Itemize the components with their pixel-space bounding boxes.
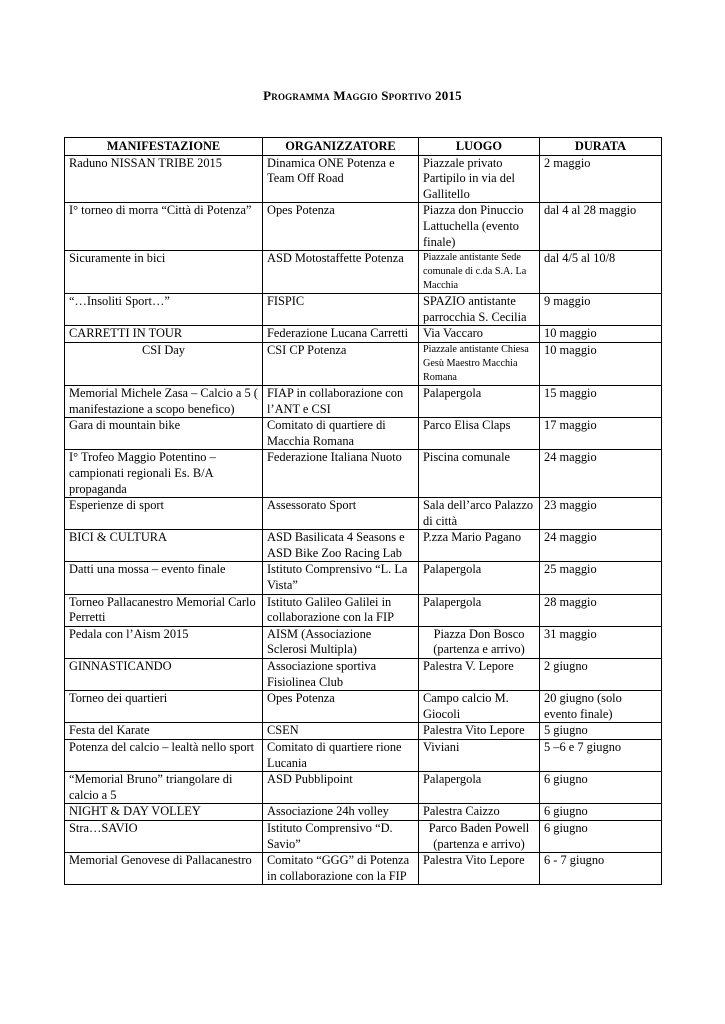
event-cell: Raduno NISSAN TRIBE 2015 <box>65 155 263 203</box>
event-cell: Esperienze di sport <box>65 498 263 530</box>
document-title: Programma Maggio Sportivo 2015 <box>263 88 462 103</box>
header-luogo: LUOGO <box>419 138 540 156</box>
table-row <box>65 203 662 251</box>
organizer-cell: CSEN <box>263 723 419 740</box>
duration-cell: 24 maggio <box>540 450 662 498</box>
event-cell: “Memorial Bruno” triangolare di calcio a 5 <box>65 772 263 804</box>
place-cell: Piazza Don Bosco (partenza e arrivo) <box>419 626 540 658</box>
table-row <box>65 723 662 740</box>
table-row <box>65 772 662 804</box>
table-row <box>65 342 662 385</box>
place-cell: Palapergola <box>419 772 540 804</box>
event-cell: Gara di mountain bike <box>65 418 263 450</box>
duration-cell: 23 maggio <box>540 498 662 530</box>
event-cell: “…Insoliti Sport…” <box>65 294 263 326</box>
place-cell: Palestra Vito Lepore <box>419 853 540 885</box>
duration-cell: 15 maggio <box>540 385 662 417</box>
duration-cell: 10 maggio <box>540 342 662 385</box>
organizer-cell: AISM (Associazione Sclerosi Multipla) <box>263 626 419 658</box>
table-row <box>65 820 662 852</box>
table-row <box>65 385 662 417</box>
duration-cell: 6 giugno <box>540 820 662 852</box>
organizer-cell: Comitato di quartiere rione Lucania <box>263 740 419 772</box>
organizer-cell: Comitato di quartiere di Macchia Romana <box>263 418 419 450</box>
place-cell: Piazzale privato Partipilo in via del Gallitello <box>419 155 540 203</box>
place-cell: Palestra V. Lepore <box>419 659 540 691</box>
duration-cell: dal 4/5 al 10/8 <box>540 251 662 294</box>
event-cell: GINNASTICANDO <box>65 659 263 691</box>
organizer-cell: ASD Pubblipoint <box>263 772 419 804</box>
place-cell: Parco Baden Powell (partenza e arrivo) <box>419 820 540 852</box>
event-cell: Stra…SAVIO <box>65 820 263 852</box>
organizer-cell: Assessorato Sport <box>263 498 419 530</box>
place-cell: SPAZIO antistante parrocchia S. Cecilia <box>419 294 540 326</box>
organizer-cell: Associazione sportiva Fisiolinea Club <box>263 659 419 691</box>
place-cell: Piazzale antistante Chiesa Gesù Maestro Macchia Romana <box>419 342 540 385</box>
table-row <box>65 418 662 450</box>
table-row <box>65 498 662 530</box>
organizer-cell: ASD Motostaffette Potenza <box>263 251 419 294</box>
organizer-cell: Federazione Lucana Carretti <box>263 326 419 343</box>
duration-cell: 6 giugno <box>540 804 662 821</box>
table-row <box>65 326 662 343</box>
place-cell: Campo calcio M. Giocoli <box>419 691 540 723</box>
event-cell: CSI Day <box>65 342 263 385</box>
duration-cell: 6 - 7 giugno <box>540 853 662 885</box>
table-row <box>65 594 662 626</box>
place-cell: Piazzale antistante Sede comunale di c.da S.A. La Macchia <box>419 251 540 294</box>
table-row <box>65 853 662 885</box>
header-organizzatore: ORGANIZZATORE <box>263 138 419 156</box>
place-cell: Piazza don Pinuccio Lattuchella (evento finale) <box>419 203 540 251</box>
event-cell: Memorial Michele Zasa – Calcio a 5 ( manifestazione a scopo benefico) <box>65 385 263 417</box>
duration-cell: 10 maggio <box>540 326 662 343</box>
place-cell: Piscina comunale <box>419 450 540 498</box>
table-row <box>65 740 662 772</box>
table-row <box>65 626 662 658</box>
place-cell: Sala dell’arco Palazzo di città <box>419 498 540 530</box>
table-row <box>65 804 662 821</box>
duration-cell: 20 giugno (solo evento finale) <box>540 691 662 723</box>
duration-cell: 2 giugno <box>540 659 662 691</box>
duration-cell: 2 maggio <box>540 155 662 203</box>
program-table <box>64 137 662 885</box>
organizer-cell: CSI CP Potenza <box>263 342 419 385</box>
organizer-cell: Federazione Italiana Nuoto <box>263 450 419 498</box>
event-cell: Sicuramente in bici <box>65 251 263 294</box>
organizer-cell: Opes Potenza <box>263 691 419 723</box>
organizer-cell: ASD Basilicata 4 Seasons e ASD Bike Zoo Racing Lab <box>263 530 419 562</box>
event-cell: Festa del Karate <box>65 723 263 740</box>
organizer-cell: FISPIC <box>263 294 419 326</box>
organizer-cell: Dinamica ONE Potenza e Team Off Road <box>263 155 419 203</box>
organizer-cell: Opes Potenza <box>263 203 419 251</box>
organizer-cell: FIAP in collaborazione con l’ANT e CSI <box>263 385 419 417</box>
header-durata: DURATA <box>540 138 662 156</box>
organizer-cell: Comitato “GGG” di Potenza in collaborazione con la FIP <box>263 853 419 885</box>
event-cell: Pedala con l’Aism 2015 <box>65 626 263 658</box>
place-cell: Palestra Vito Lepore <box>419 723 540 740</box>
duration-cell: 28 maggio <box>540 594 662 626</box>
duration-cell: 6 giugno <box>540 772 662 804</box>
place-cell: Palestra Caizzo <box>419 804 540 821</box>
event-cell: Potenza del calcio – lealtà nello sport <box>65 740 263 772</box>
place-cell: Parco Elisa Claps <box>419 418 540 450</box>
place-cell: Via Vaccaro <box>419 326 540 343</box>
table-row <box>65 691 662 723</box>
organizer-cell: Istituto Comprensivo “L. La Vista” <box>263 562 419 594</box>
place-cell: Viviani <box>419 740 540 772</box>
table-row <box>65 450 662 498</box>
duration-cell: 17 maggio <box>540 418 662 450</box>
duration-cell: 25 maggio <box>540 562 662 594</box>
duration-cell: 5 –6 e 7 giugno <box>540 740 662 772</box>
place-cell: Palapergola <box>419 562 540 594</box>
table-row <box>65 530 662 562</box>
table-row <box>65 294 662 326</box>
place-cell: P.zza Mario Pagano <box>419 530 540 562</box>
duration-cell: dal 4 al 28 maggio <box>540 203 662 251</box>
table-row <box>65 155 662 203</box>
header-manifestazione: MANIFESTAZIONE <box>65 138 263 156</box>
event-cell: Memorial Genovese di Pallacanestro <box>65 853 263 885</box>
organizer-cell: Associazione 24h volley <box>263 804 419 821</box>
table-row <box>65 659 662 691</box>
table-row <box>65 251 662 294</box>
event-cell: Torneo dei quartieri <box>65 691 263 723</box>
event-cell: I° torneo di morra “Città di Potenza” <box>65 203 263 251</box>
organizer-cell: Istituto Galileo Galilei in collaborazione con la FIP <box>263 594 419 626</box>
event-cell: Datti una mossa – evento finale <box>65 562 263 594</box>
event-cell: CARRETTI IN TOUR <box>65 326 263 343</box>
event-cell: BICI & CULTURA <box>65 530 263 562</box>
duration-cell: 31 maggio <box>540 626 662 658</box>
place-cell: Palapergola <box>419 385 540 417</box>
event-cell: NIGHT & DAY VOLLEY <box>65 804 263 821</box>
event-cell: I° Trofeo Maggio Potentino – campionati regionali Es. B/A propaganda <box>65 450 263 498</box>
organizer-cell: Istituto Comprensivo “D. Savio” <box>263 820 419 852</box>
duration-cell: 5 giugno <box>540 723 662 740</box>
event-cell: Torneo Pallacanestro Memorial Carlo Perretti <box>65 594 263 626</box>
table-header-row <box>65 138 662 156</box>
duration-cell: 9 maggio <box>540 294 662 326</box>
place-cell: Palapergola <box>419 594 540 626</box>
table-row <box>65 562 662 594</box>
duration-cell: 24 maggio <box>540 530 662 562</box>
